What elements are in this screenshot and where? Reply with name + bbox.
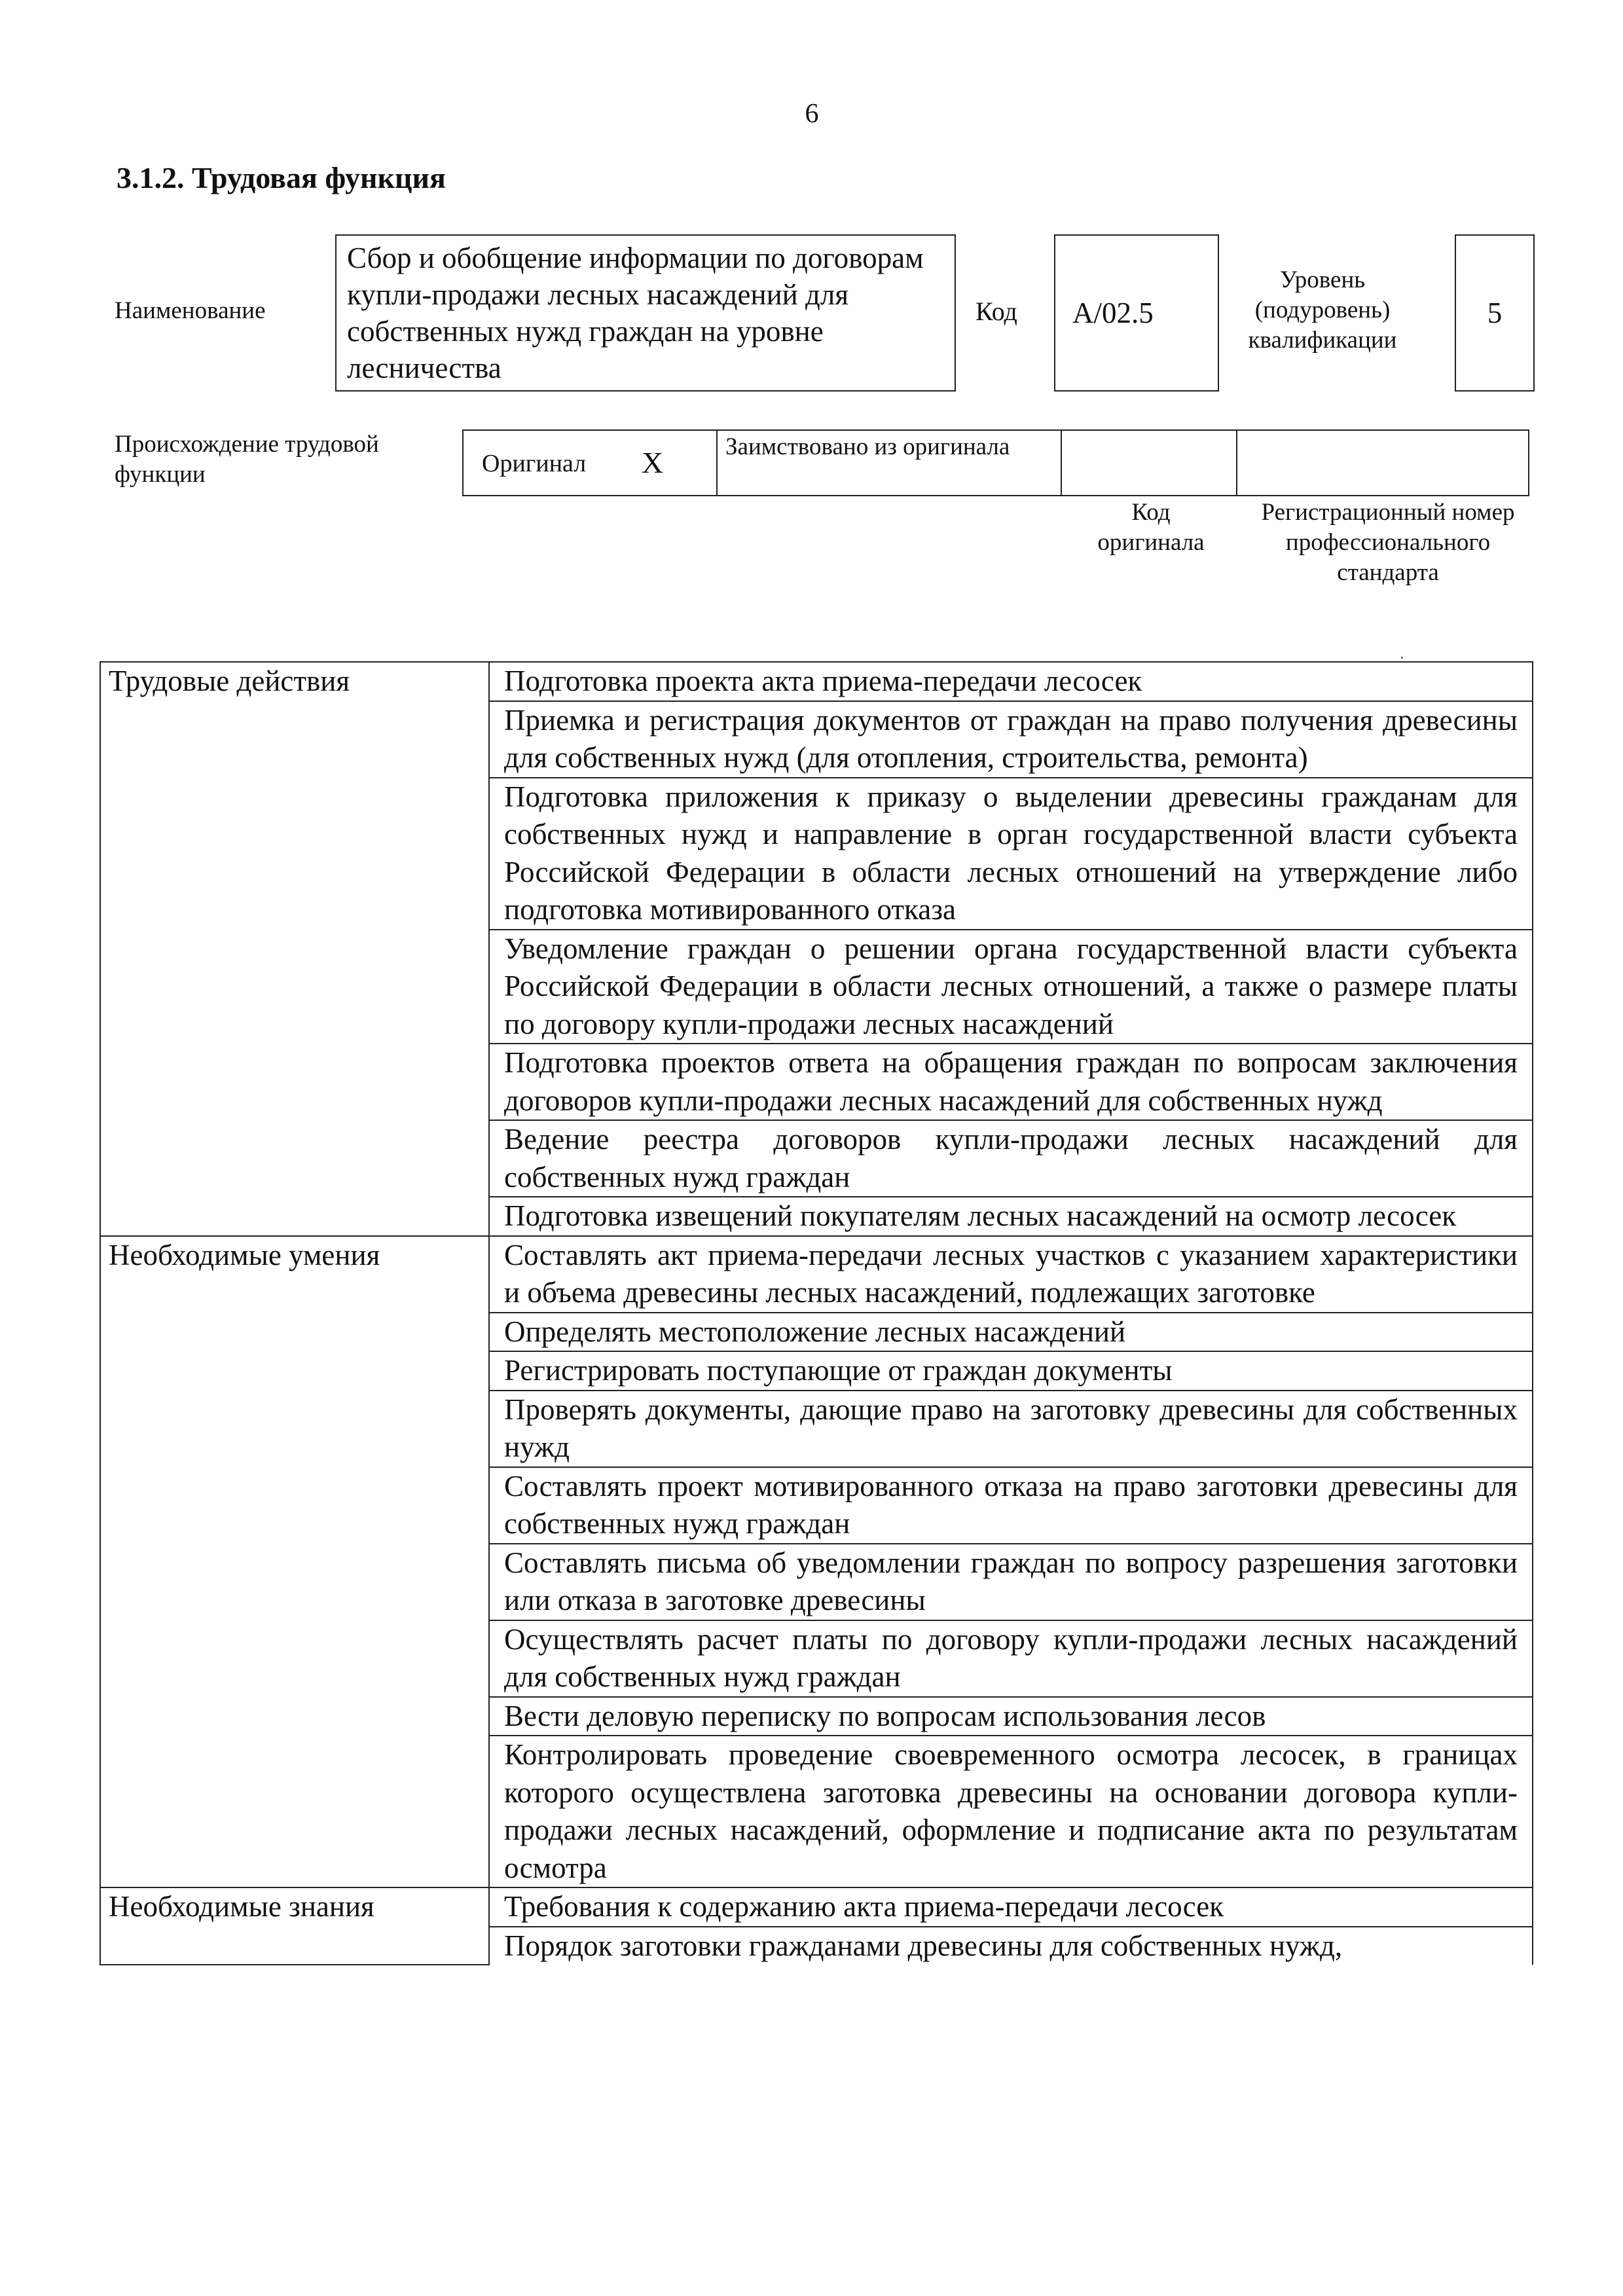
table-cell: Порядок заготовки гражданами древесины для собственных нужд, (489, 1927, 1533, 1965)
origin-reg-number-cell (1236, 429, 1529, 496)
table-cell: Составлять письма об уведомлении граждан по вопросу разрешения заготовки или отказа в заготовке древесины (489, 1544, 1533, 1620)
original-mark: X (642, 446, 664, 479)
code-value: A/02.5 (1072, 297, 1154, 329)
level-label: Уровень (подуровень) квалификации (1248, 266, 1397, 354)
name-value: Сбор и обобщение информации по договорам купли-продажи лесных насаждений для собственных нужд граждан на уровне лесничества (347, 242, 924, 384)
table-cell: Осуществлять расчет платы по договору купли-продажи лесных насаждений для собственных нужд граждан (489, 1620, 1533, 1697)
origin-original-cell (462, 429, 718, 496)
section-title: 3.1.2. Трудовая функция (117, 161, 446, 194)
table-cell: Составлять проект мотивированного отказа на право заготовки древесины для собственных нужд граждан (489, 1467, 1533, 1544)
section-title-actions: Трудовые действия (100, 662, 489, 1236)
original-label: Оригинал (482, 450, 587, 477)
borrowed-label: Заимствовано из оригинала (725, 433, 1010, 460)
table-row (100, 1236, 1533, 1313)
table-cell: Уведомление граждан о решении органа государственной власти субъекта Российской Федерации в области лесных отношений, а также о размере платы по договору купли-продажи лесных насаждений (489, 930, 1533, 1044)
table-cell: Подготовка приложения к приказу о выделении древесины гражданам для собственных нужд и направление в орган государственной власти субъекта Российской Федерации в области лесных отношений на утверждение либо подготовка мотивированного отказа (489, 778, 1533, 930)
level-value: 5 (1487, 297, 1503, 329)
table-cell: Контролировать проведение своевременного осмотра лесосек, в границах которого осуществлена заготовка древесины на основании договора купли-продажи лесных насаждений, оформление и подписание акта по результатам осмотра (489, 1736, 1533, 1887)
table-cell: Проверять документы, дающие право на заготовку древесины для собственных нужд (489, 1391, 1533, 1467)
reg-number-caption: Регистрационный номер профессионального стандарта (1261, 499, 1515, 586)
table-cell: Регистрировать поступающие от граждан документы (489, 1351, 1533, 1391)
section-title-knowledge: Необходимые знания (100, 1887, 489, 1965)
name-label: Наименование (115, 297, 266, 324)
function-table (100, 661, 1533, 1965)
scan-mark (1401, 657, 1403, 659)
table-cell: Вести деловую переписку по вопросам использования лесов (489, 1697, 1533, 1736)
table-cell: Требования к содержанию акта приема-передачи лесосек (489, 1887, 1533, 1927)
table-cell: Приемка и регистрация документов от граждан на право получения древесины для собственных нужд (для отопления, строительства, ремонта) (489, 701, 1533, 778)
table-cell: Подготовка извещений покупателям лесных насаждений на осмотр лесосек (489, 1197, 1533, 1236)
name-value-box (335, 234, 956, 392)
origin-borrowed-cell (716, 429, 1062, 496)
section-title-skills: Необходимые умения (100, 1236, 489, 1888)
origin-row (464, 429, 1529, 496)
code-original-caption: Код оригинала (1097, 499, 1205, 556)
code-value-box (1054, 234, 1219, 392)
origin-label: Происхождение трудовой функции (115, 431, 379, 488)
table-row (100, 1887, 1533, 1927)
table-cell: Подготовка проектов ответа на обращения граждан по вопросам заключения договоров купли-продажи лесных насаждений для собственных нужд (489, 1044, 1533, 1120)
page-number: 6 (805, 99, 819, 129)
table-cell: Подготовка проекта акта приема-передачи лесосек (489, 662, 1533, 701)
level-value-box (1455, 234, 1535, 392)
table-cell: Составлять акт приема-передачи лесных участков с указанием характеристики и объема древесины лесных насаждений, подлежащих заготовке (489, 1236, 1533, 1313)
origin-code-cell (1061, 429, 1237, 496)
table-row (100, 662, 1533, 701)
code-label: Код (976, 297, 1017, 326)
table-cell: Ведение реестра договоров купли-продажи лесных насаждений для собственных нужд граждан (489, 1120, 1533, 1197)
table-cell: Определять местоположение лесных насаждений (489, 1313, 1533, 1352)
